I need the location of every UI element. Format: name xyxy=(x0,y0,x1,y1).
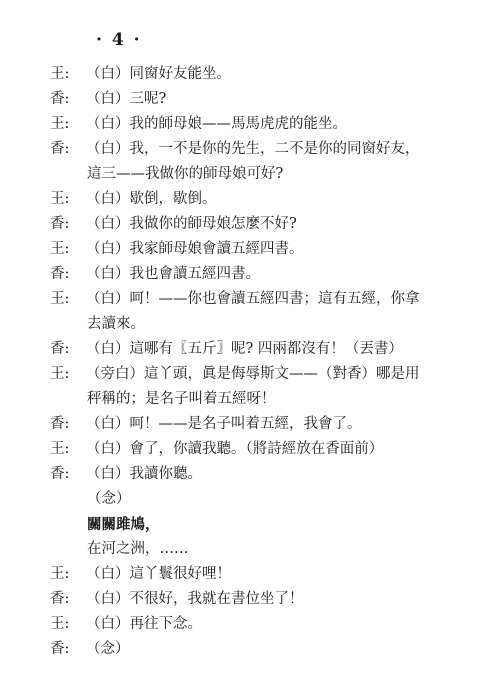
dialogue-text: （白）不很好，我就在書位坐了！ xyxy=(86,591,304,607)
speaker-label: 香: xyxy=(50,141,70,157)
speaker-label: 王: xyxy=(50,241,70,257)
dialogue-line xyxy=(0,212,487,237)
dialogue-line xyxy=(0,262,487,287)
dialogue-continuation xyxy=(0,312,487,337)
dialogue-text: （白）我家師母娘會讀五經四書。 xyxy=(86,241,304,257)
dialogue-line xyxy=(0,137,487,162)
dialogue-line xyxy=(0,562,487,587)
dialogue-text: 這三——我做你的師母娘可好? xyxy=(87,166,284,182)
dialogue-text: （念） xyxy=(87,491,131,507)
page-number: · 4 · xyxy=(96,30,142,50)
verse-line xyxy=(0,512,487,537)
dialogue-line xyxy=(0,237,487,262)
verse-line xyxy=(0,537,487,562)
dialogue-text: （白）我做你的師母娘怎麼不好? xyxy=(86,216,297,232)
dialogue-text: 去讀來。 xyxy=(87,316,145,332)
dialogue-text: （白）我的師母娘——馬馬虎虎的能坐。 xyxy=(86,116,347,132)
dialogue-text: （白）呵！——你也會讀五經四書；這有五經，你拿 xyxy=(86,291,420,307)
dialogue-line xyxy=(0,87,487,112)
dialogue-line xyxy=(0,187,487,212)
speaker-label: 香: xyxy=(50,466,70,482)
dialogue-text: 秤稱的；是名子叫着五經呀！ xyxy=(87,391,276,407)
dialogue-text: （白）再往下念。 xyxy=(86,616,202,632)
dialogue-text: （白）三呢? xyxy=(86,91,167,107)
dialogue-text: （白）這丫鬟很好哩！ xyxy=(86,566,231,582)
dialogue-text: （白）這哪有〖五斤〗呢? 四兩都沒有！（丟書） xyxy=(86,341,403,357)
dialogue-text: （白）歇倒，歇倒。 xyxy=(86,191,217,207)
speaker-label: 香: xyxy=(50,341,70,357)
verse-text: 在河之洲，…… xyxy=(87,541,189,557)
speaker-label: 王: xyxy=(50,366,70,382)
dialogue-continuation xyxy=(0,387,487,412)
dialogue-text: （白）呵！——是名子叫着五經，我會了。 xyxy=(86,416,362,432)
dialogue-text: （白）我也會讀五經四書。 xyxy=(86,266,260,282)
dialogue-line xyxy=(0,612,487,637)
script-lines xyxy=(0,62,487,662)
dialogue-line xyxy=(0,412,487,437)
dialogue-text: （白）同窗好友能坐。 xyxy=(86,66,231,82)
dialogue-line xyxy=(0,62,487,87)
speaker-label: 王: xyxy=(50,66,70,82)
verse-text: 關關雎鳩， xyxy=(87,516,160,533)
speaker-label: 王: xyxy=(50,616,70,632)
dialogue-text: （旁白）這丫頭，眞是侮辱斯文——（對香）哪是用 xyxy=(86,366,420,382)
dialogue-text: （白）會了，你讀我聽。（將詩經放在香面前） xyxy=(86,441,384,457)
dialogue-line xyxy=(0,112,487,137)
speaker-label: 王: xyxy=(50,291,70,307)
dialogue-continuation xyxy=(0,162,487,187)
speaker-label: 香: xyxy=(50,216,70,232)
dialogue-line xyxy=(0,287,487,312)
speaker-label: 香: xyxy=(50,91,70,107)
dialogue-line xyxy=(0,637,487,662)
dialogue-text: （白）我，一不是你的先生，二不是你的同窗好友， xyxy=(86,141,420,157)
dialogue-line xyxy=(0,587,487,612)
speaker-label: 王: xyxy=(50,441,70,457)
recite-marker xyxy=(0,487,487,512)
speaker-label: 王: xyxy=(50,191,70,207)
dialogue-line xyxy=(0,362,487,387)
dialogue-text: （念） xyxy=(86,641,130,657)
dialogue-line xyxy=(0,462,487,487)
speaker-label: 香: xyxy=(50,641,70,657)
speaker-label: 王: xyxy=(50,566,70,582)
speaker-label: 王: xyxy=(50,116,70,132)
dialogue-line xyxy=(0,437,487,462)
speaker-label: 香: xyxy=(50,416,70,432)
speaker-label: 香: xyxy=(50,591,70,607)
speaker-label: 香: xyxy=(50,266,70,282)
dialogue-line xyxy=(0,337,487,362)
dialogue-text: （白）我讀你聽。 xyxy=(86,466,202,482)
